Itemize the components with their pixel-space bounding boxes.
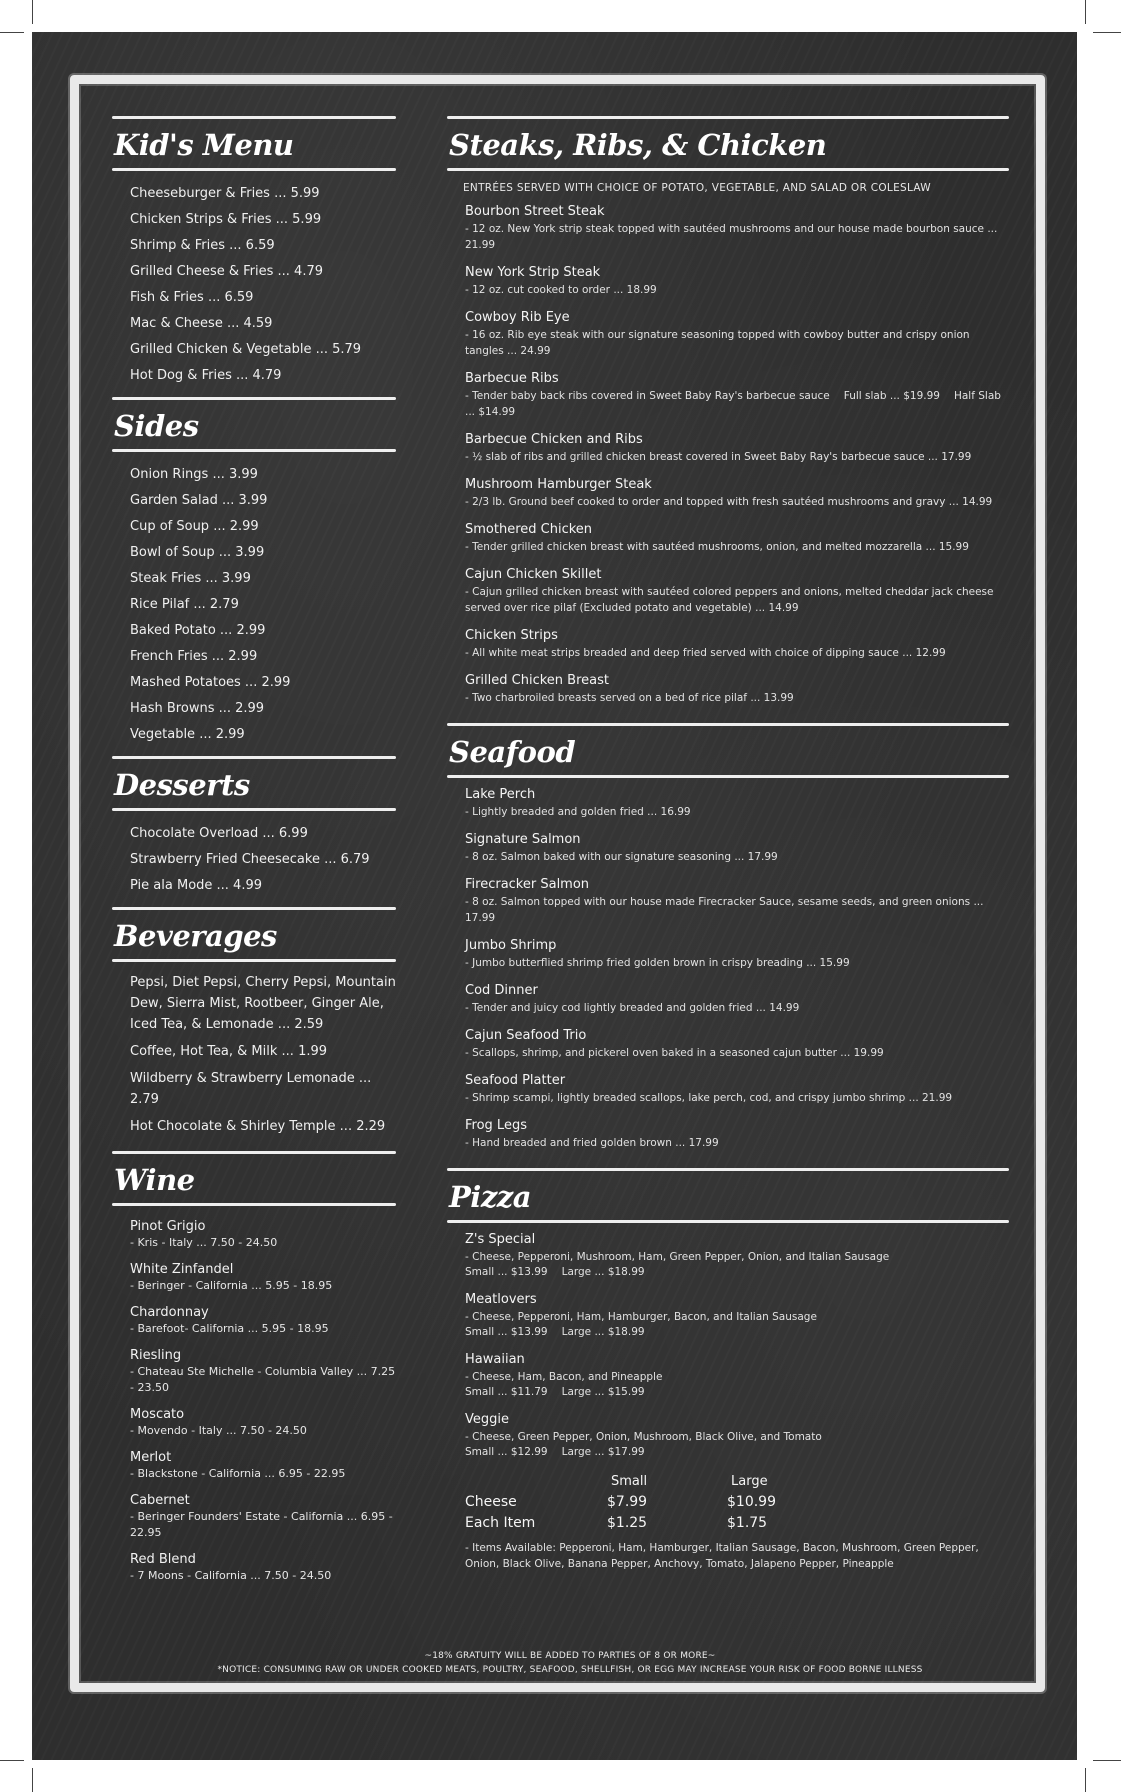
dish-name: Cajun Chicken Skillet bbox=[465, 567, 602, 582]
wine-name: Cabernet bbox=[130, 1493, 190, 1508]
divider bbox=[112, 1151, 396, 1154]
wine-desc: - Blackstone - California ... 6.95 - 22.95 bbox=[130, 1467, 346, 1480]
crop-mark bbox=[0, 32, 24, 33]
dish-desc: - 16 oz. Rib eye steak with our signature seasoning topped with cowboy butter and crispy onion tangles ... 24.99 bbox=[465, 329, 970, 357]
menu-dish bbox=[465, 566, 1009, 616]
dish-name: Lake Perch bbox=[465, 787, 536, 802]
beverage-item: Hot Chocolate & Shirley Temple ... 2.29 bbox=[130, 1119, 386, 1134]
dish-desc: - 8 oz. Salmon topped with our house made Firecracker Sauce, sesame seeds, and green onions ... 17.99 bbox=[465, 896, 984, 924]
beverage-item: Wildberry & Strawberry Lemonade ... 2.79 bbox=[130, 1071, 372, 1107]
dessert-item: Pie ala Mode ... 4.99 bbox=[130, 878, 262, 893]
steaks-title: Steaks, Ribs, & Chicken bbox=[449, 128, 827, 162]
wine-name: Chardonnay bbox=[130, 1305, 209, 1320]
dish-name: Bourbon Street Steak bbox=[465, 204, 605, 219]
menu-dish bbox=[465, 627, 1009, 661]
large-price: Large ... $18.99 bbox=[561, 1326, 645, 1338]
food-safety-notice: *NOTICE: CONSUMING RAW OR UNDER COOKED MEATS, POULTRY, SEAFOOD, SHELLFISH, OR EGG MAY INCREASE YOUR RISK OF FOOD BORNE ILLNESS bbox=[217, 1665, 923, 1675]
small-price: Small ... $13.99 bbox=[465, 1326, 548, 1338]
wine-desc: - Barefoot- California ... 5.95 - 18.95 bbox=[130, 1322, 329, 1335]
menu-dish bbox=[465, 264, 1009, 298]
kids-item: Shrimp & Fries ... 6.59 bbox=[130, 238, 275, 253]
dessert-item: Chocolate Overload ... 6.99 bbox=[130, 826, 308, 841]
menu-dish bbox=[465, 786, 1009, 820]
dish-name: Hawaiian bbox=[465, 1352, 525, 1367]
menu-dish bbox=[465, 876, 1009, 926]
small-price: $1.25 bbox=[607, 1515, 648, 1531]
wine-title: Wine bbox=[114, 1163, 195, 1197]
build-your-own-price-table bbox=[465, 1471, 776, 1534]
row-label: Each Item bbox=[465, 1515, 536, 1531]
large-price: Large ... $18.99 bbox=[561, 1266, 645, 1278]
pizza-prices bbox=[465, 1325, 1009, 1340]
divider bbox=[112, 397, 396, 400]
kids-menu-title: Kid's Menu bbox=[114, 128, 294, 162]
kids-item: Grilled Cheese & Fries ... 4.79 bbox=[130, 264, 323, 279]
footer-notice bbox=[190, 1649, 950, 1677]
dish-desc: - Tender and juicy cod lightly breaded and golden fried ... 14.99 bbox=[465, 1002, 800, 1014]
wine-desc: - Beringer Founders' Estate - California ... 6.95 - 22.95 bbox=[130, 1510, 393, 1539]
dish-name: Jumbo Shrimp bbox=[465, 938, 557, 953]
menu-dish bbox=[465, 1117, 1009, 1151]
dish-desc: - Cheese, Pepperoni, Ham, Hamburger, Bacon, and Italian Sausage bbox=[465, 1311, 817, 1323]
wine-desc: - Chateau Ste Michelle - Columbia Valley ... 7.25 - 23.50 bbox=[130, 1365, 396, 1394]
kids-item: Hot Dog & Fries ... 4.79 bbox=[130, 368, 282, 383]
sides-item: Hash Browns ... 2.99 bbox=[130, 701, 265, 716]
dish-name: Veggie bbox=[465, 1412, 509, 1427]
dish-desc bbox=[465, 388, 1009, 420]
dish-desc: - Cheese, Ham, Bacon, and Pineapple bbox=[465, 1371, 663, 1383]
kids-item: Grilled Chicken & Vegetable ... 5.79 bbox=[130, 342, 362, 357]
pizza-prices bbox=[465, 1445, 1009, 1460]
wine-desc: - Movendo - Italy ... 7.50 - 24.50 bbox=[130, 1424, 307, 1437]
small-price: Small ... $13.99 bbox=[465, 1266, 548, 1278]
sides-item: Bowl of Soup ... 3.99 bbox=[130, 545, 265, 560]
pizza-prices bbox=[465, 1385, 1009, 1400]
pizza-title: Pizza bbox=[449, 1180, 532, 1214]
sides-item: Rice Pilaf ... 2.79 bbox=[130, 597, 239, 612]
price-table-header bbox=[465, 1471, 776, 1492]
dish-desc: - Cheese, Green Pepper, Onion, Mushroom, Black Olive, and Tomato bbox=[465, 1431, 822, 1443]
dish-name: Mushroom Hamburger Steak bbox=[465, 477, 652, 492]
dish-name: Smothered Chicken bbox=[465, 522, 593, 537]
dish-desc: - 2/3 lb. Ground beef cooked to order and topped with fresh sautéed mushrooms and gravy ... 14.99 bbox=[465, 496, 993, 508]
dish-name: Z's Special bbox=[465, 1232, 536, 1247]
dish-desc: - Hand breaded and fried golden brown ... 17.99 bbox=[465, 1137, 719, 1149]
large-price: Large ... $17.99 bbox=[561, 1446, 645, 1458]
wine-name: Merlot bbox=[130, 1450, 172, 1465]
sides-title: Sides bbox=[114, 409, 199, 443]
dish-desc: - Scallops, shrimp, and pickerel oven baked in a seasoned cajun butter ... 19.99 bbox=[465, 1047, 884, 1059]
crop-mark bbox=[0, 1760, 24, 1761]
divider bbox=[112, 756, 396, 759]
dish-desc: - ½ slab of ribs and grilled chicken breast covered in Sweet Baby Ray's barbecue sauce ... 17.99 bbox=[465, 451, 972, 463]
pizza-prices bbox=[465, 1265, 1009, 1280]
dish-desc: - Cajun grilled chicken breast with sautéed colored peppers and onions, melted cheddar jack cheese served over rice pilaf (Excluded potato and vegetable) ... 14.99 bbox=[465, 586, 994, 614]
small-price: Small ... $12.99 bbox=[465, 1446, 548, 1458]
dish-name: Seafood Platter bbox=[465, 1073, 566, 1088]
price-table-row bbox=[465, 1492, 776, 1513]
dish-name: Signature Salmon bbox=[465, 832, 581, 847]
seafood-title: Seafood bbox=[449, 735, 576, 769]
divider bbox=[447, 723, 1009, 726]
kids-item: Fish & Fries ... 6.59 bbox=[130, 290, 254, 305]
desserts-list bbox=[112, 811, 396, 907]
menu-dish bbox=[465, 831, 1009, 865]
dish-desc: - Tender grilled chicken breast with sautéed mushrooms, onion, and melted mozzarella ... 15.99 bbox=[465, 541, 969, 553]
sides-item: French Fries ... 2.99 bbox=[130, 649, 258, 664]
steaks-list bbox=[447, 171, 1009, 723]
menu-dish bbox=[465, 203, 1009, 253]
wine-name: Red Blend bbox=[130, 1552, 196, 1567]
menu-dish bbox=[465, 476, 1009, 510]
menu-dish bbox=[465, 982, 1009, 1016]
dish-desc: - Lightly breaded and golden fried ... 16.99 bbox=[465, 806, 691, 818]
beverage-item: Coffee, Hot Tea, & Milk ... 1.99 bbox=[130, 1044, 328, 1059]
beverages-title: Beverages bbox=[114, 919, 277, 953]
menu-dish bbox=[465, 1351, 1009, 1400]
dessert-item: Strawberry Fried Cheesecake ... 6.79 bbox=[130, 852, 370, 867]
large-price: $10.99 bbox=[727, 1494, 776, 1510]
dish-name: Meatlovers bbox=[465, 1292, 537, 1307]
dish-desc: - Two charbroiled breasts served on a bed of rice pilaf ... 13.99 bbox=[465, 692, 794, 704]
dish-name: Cod Dinner bbox=[465, 983, 538, 998]
menu-dish bbox=[465, 1027, 1009, 1061]
divider bbox=[112, 116, 396, 119]
dish-name: Chicken Strips bbox=[465, 628, 558, 643]
sides-item: Steak Fries ... 3.99 bbox=[130, 571, 251, 586]
dish-desc: - Jumbo butterflied shrimp fried golden brown in crispy breading ... 15.99 bbox=[465, 957, 850, 969]
row-label: Cheese bbox=[465, 1494, 517, 1510]
wine-name: Pinot Grigio bbox=[130, 1219, 206, 1234]
price-table-corner bbox=[465, 1471, 607, 1492]
beverage-item: Pepsi, Diet Pepsi, Cherry Pepsi, Mountain Dew, Sierra Mist, Rootbeer, Ginger Ale, Iced Tea, & Lemonade ... 2.59 bbox=[130, 975, 396, 1032]
wine-name: Riesling bbox=[130, 1348, 182, 1363]
sides-list bbox=[112, 452, 396, 756]
toppings-note: - Items Available: Pepperoni, Ham, Hamburger, Italian Sausage, Bacon, Mushroom, Green Pepper, Onion, Black Olive, Banana Pepper, Anchovy, Tomato, Jalapeno Pepper, Pineapple bbox=[465, 1542, 979, 1570]
kids-item: Chicken Strips & Fries ... 5.99 bbox=[130, 212, 322, 227]
menu-dish bbox=[465, 1231, 1009, 1280]
crop-mark bbox=[32, 1768, 33, 1792]
dish-name: Cajun Seafood Trio bbox=[465, 1028, 587, 1043]
column-header-small: Small bbox=[611, 1474, 648, 1489]
wine-desc: - Kris - Italy ... 7.50 - 24.50 bbox=[130, 1236, 278, 1249]
menu-dish bbox=[465, 370, 1009, 420]
beverages-list bbox=[112, 962, 396, 1151]
crop-mark bbox=[1085, 0, 1086, 24]
dish-name: Firecracker Salmon bbox=[465, 877, 590, 892]
sides-item: Vegetable ... 2.99 bbox=[130, 727, 245, 742]
dish-desc: - 12 oz. New York strip steak topped with sautéed mushrooms and our house made bourbon sauce ... 21.99 bbox=[465, 223, 998, 251]
menu-dish bbox=[465, 1072, 1009, 1106]
desserts-title: Desserts bbox=[114, 768, 250, 802]
dish-name: New York Strip Steak bbox=[465, 265, 601, 280]
menu-dish bbox=[465, 672, 1009, 706]
dish-name: Barbecue Chicken and Ribs bbox=[465, 432, 643, 447]
full-slab-price: Full slab ... $19.99 bbox=[843, 390, 940, 402]
divider bbox=[447, 116, 1009, 119]
dish-name: Grilled Chicken Breast bbox=[465, 673, 609, 688]
crop-mark bbox=[32, 0, 33, 24]
wine-name: Moscato bbox=[130, 1407, 185, 1422]
pizza-list bbox=[447, 1223, 1009, 1578]
sides-item: Cup of Soup ... 2.99 bbox=[130, 519, 259, 534]
seafood-list bbox=[447, 778, 1009, 1168]
small-price: $7.99 bbox=[607, 1494, 648, 1510]
divider bbox=[112, 907, 396, 910]
wine-name: White Zinfandel bbox=[130, 1262, 234, 1277]
menu-dish bbox=[465, 521, 1009, 555]
left-column bbox=[112, 116, 396, 1598]
dish-desc: - Cheese, Pepperoni, Mushroom, Ham, Green Pepper, Onion, and Italian Sausage bbox=[465, 1251, 890, 1263]
right-column bbox=[447, 116, 1009, 1578]
sides-item: Garden Salad ... 3.99 bbox=[130, 493, 268, 508]
price-table-row bbox=[465, 1513, 776, 1534]
crop-mark bbox=[1085, 1768, 1086, 1792]
large-price: $1.75 bbox=[727, 1515, 768, 1531]
gratuity-note: ~18% GRATUITY WILL BE ADDED TO PARTIES OF 8 OR MORE~ bbox=[424, 1651, 716, 1661]
sides-item: Onion Rings ... 3.99 bbox=[130, 467, 258, 482]
kids-menu-list bbox=[112, 171, 396, 397]
crop-mark bbox=[1093, 1760, 1121, 1761]
menu-dish bbox=[465, 431, 1009, 465]
menu-dish bbox=[465, 937, 1009, 971]
wine-desc: - 7 Moons - California ... 7.50 - 24.50 bbox=[130, 1569, 332, 1582]
column-header-large: Large bbox=[731, 1474, 768, 1489]
menu-dish bbox=[465, 309, 1009, 359]
kids-item: Cheeseburger & Fries ... 5.99 bbox=[130, 186, 320, 201]
dish-desc: - 12 oz. cut cooked to order ... 18.99 bbox=[465, 284, 657, 296]
half-slab-price: Half Slab ... $14.99 bbox=[465, 390, 1001, 418]
dish-name: Cowboy Rib Eye bbox=[465, 310, 570, 325]
entree-note: ENTRÉES SERVED WITH CHOICE OF POTATO, VEGETABLE, AND SALAD OR COLESLAW bbox=[463, 182, 931, 194]
crop-mark bbox=[1093, 32, 1121, 33]
dish-name: Frog Legs bbox=[465, 1118, 527, 1133]
small-price: Small ... $11.79 bbox=[465, 1386, 548, 1398]
dish-desc-text: - Tender baby back ribs covered in Sweet Baby Ray's barbecue sauce bbox=[465, 390, 830, 402]
wine-desc: - Beringer - California ... 5.95 - 18.95 bbox=[130, 1279, 333, 1292]
large-price: Large ... $15.99 bbox=[561, 1386, 645, 1398]
kids-item: Mac & Cheese ... 4.59 bbox=[130, 316, 273, 331]
divider bbox=[447, 1168, 1009, 1171]
dish-desc: - 8 oz. Salmon baked with our signature seasoning ... 17.99 bbox=[465, 851, 778, 863]
menu-dish bbox=[465, 1411, 1009, 1460]
dish-desc: - All white meat strips breaded and deep fried served with choice of dipping sauce ... 12.99 bbox=[465, 647, 946, 659]
dish-desc: - Shrimp scampi, lightly breaded scallops, lake perch, cod, and crispy jumbo shrimp ... 21.99 bbox=[465, 1092, 953, 1104]
wine-list bbox=[112, 1206, 396, 1598]
dish-name: Barbecue Ribs bbox=[465, 371, 559, 386]
sides-item: Baked Potato ... 2.99 bbox=[130, 623, 266, 638]
sides-item: Mashed Potatoes ... 2.99 bbox=[130, 675, 291, 690]
menu-dish bbox=[465, 1291, 1009, 1340]
